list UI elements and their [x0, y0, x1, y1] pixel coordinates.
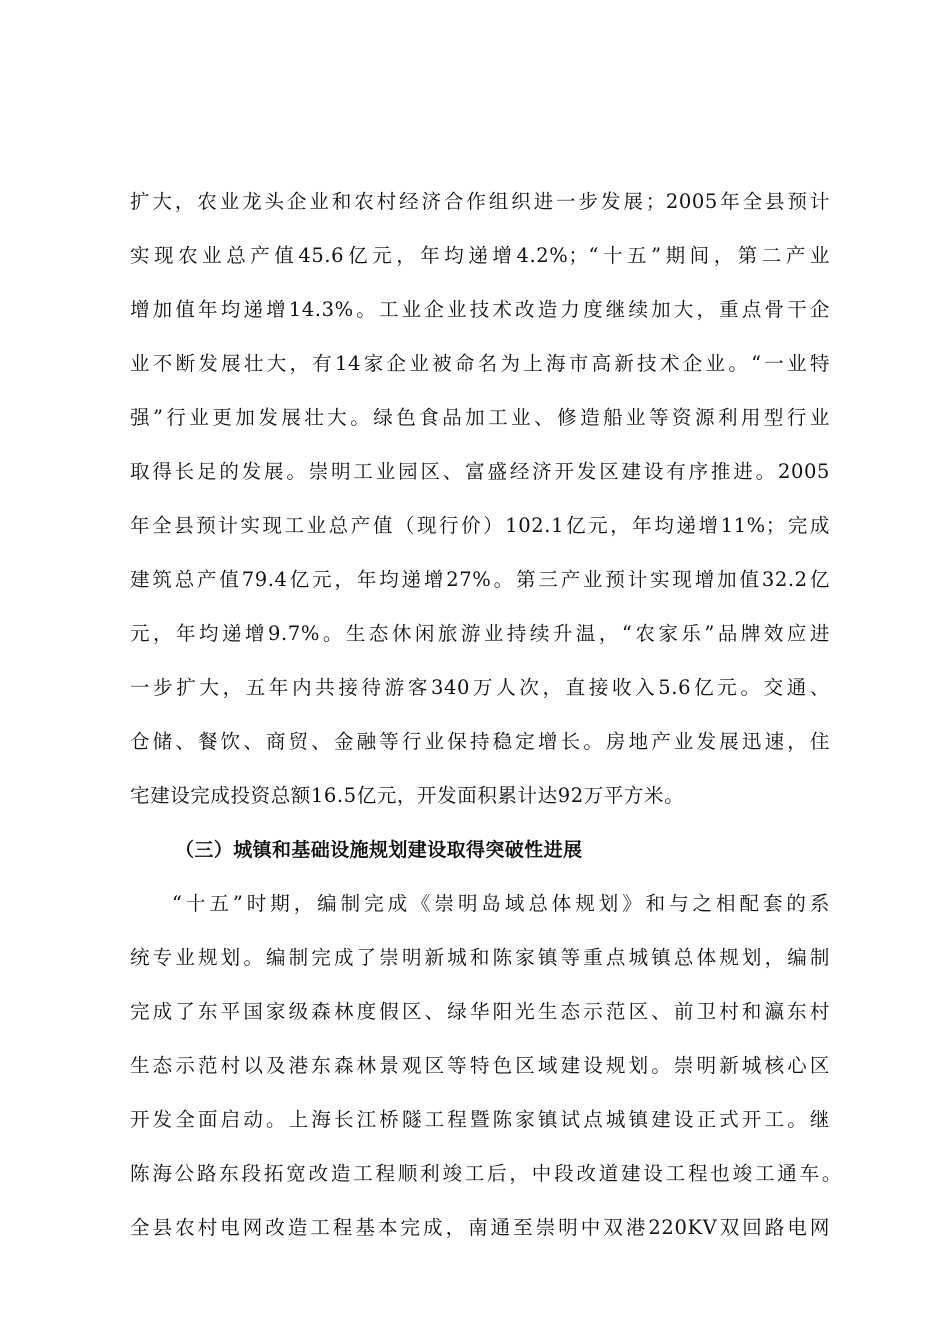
paragraph-line: 宅建设完成投资总额16.5亿元，开发面积累计达92万平方米。	[130, 784, 685, 807]
paragraph-line: 强”行业更加发展壮大。绿色食品加工业、修造船业等资源利用型行业	[130, 406, 830, 429]
paragraph-line: 全县农村电网改造工程基本完成，南通至崇明中双港220KV双回路电网	[130, 1216, 830, 1239]
paragraph-line: 增加值年均递增14.3%。工业企业技术改造力度继续加大，重点骨干企	[130, 298, 830, 321]
paragraph-line: 仓储、餐饮、商贸、金融等行业保持稳定增长。房地产业发展迅速，住	[130, 730, 830, 753]
paragraph-line: 完成了东平国家级森林度假区、绿华阳光生态示范区、前卫村和瀛东村	[130, 1000, 830, 1023]
paragraph-line: 建筑总产值79.4亿元，年均递增27%。第三产业预计实现增加值32.2亿	[130, 568, 830, 591]
paragraph-line: “十五”时期，编制完成《崇明岛域总体规划》和与之相配套的系	[172, 892, 830, 915]
paragraph-line: 元，年均递增9.7%。生态休闲旅游业持续升温，“农家乐”品牌效应进	[130, 622, 830, 645]
section-heading: （三）城镇和基础设施规划建设取得突破性进展	[175, 839, 583, 861]
paragraph-line: 开发全面启动。上海长江桥隧工程暨陈家镇试点城镇建设正式开工。继	[130, 1108, 830, 1131]
paragraph-line: 生态示范村以及港东森林景观区等特色区域建设规划。崇明新城核心区	[130, 1054, 830, 1077]
paragraph-line: 年全县预计实现工业总产值（现行价）102.1亿元，年均递增11%；完成	[130, 514, 830, 537]
paragraph-line: 陈海公路东段拓宽改造工程顺利竣工后，中段改道建设工程也竣工通车。	[130, 1162, 842, 1185]
paragraph-line: 统专业规划。编制完成了崇明新城和陈家镇等重点城镇总体规划，编制	[130, 946, 830, 969]
paragraph-line: 实现农业总产值45.6亿元，年均递增4.2%；“十五”期间，第二产业	[130, 244, 830, 267]
paragraph-line: 一步扩大，五年内共接待游客340万人次，直接收入5.6亿元。交通、	[130, 676, 830, 699]
paragraph-line: 取得长足的发展。崇明工业园区、富盛经济开发区建设有序推进。2005	[130, 460, 830, 483]
paragraph-line: 扩大，农业龙头企业和农村经济合作组织进一步发展；2005年全县预计	[130, 190, 830, 213]
paragraph-line: 业不断发展壮大，有14家企业被命名为上海市高新技术企业。“一业特	[130, 352, 830, 375]
